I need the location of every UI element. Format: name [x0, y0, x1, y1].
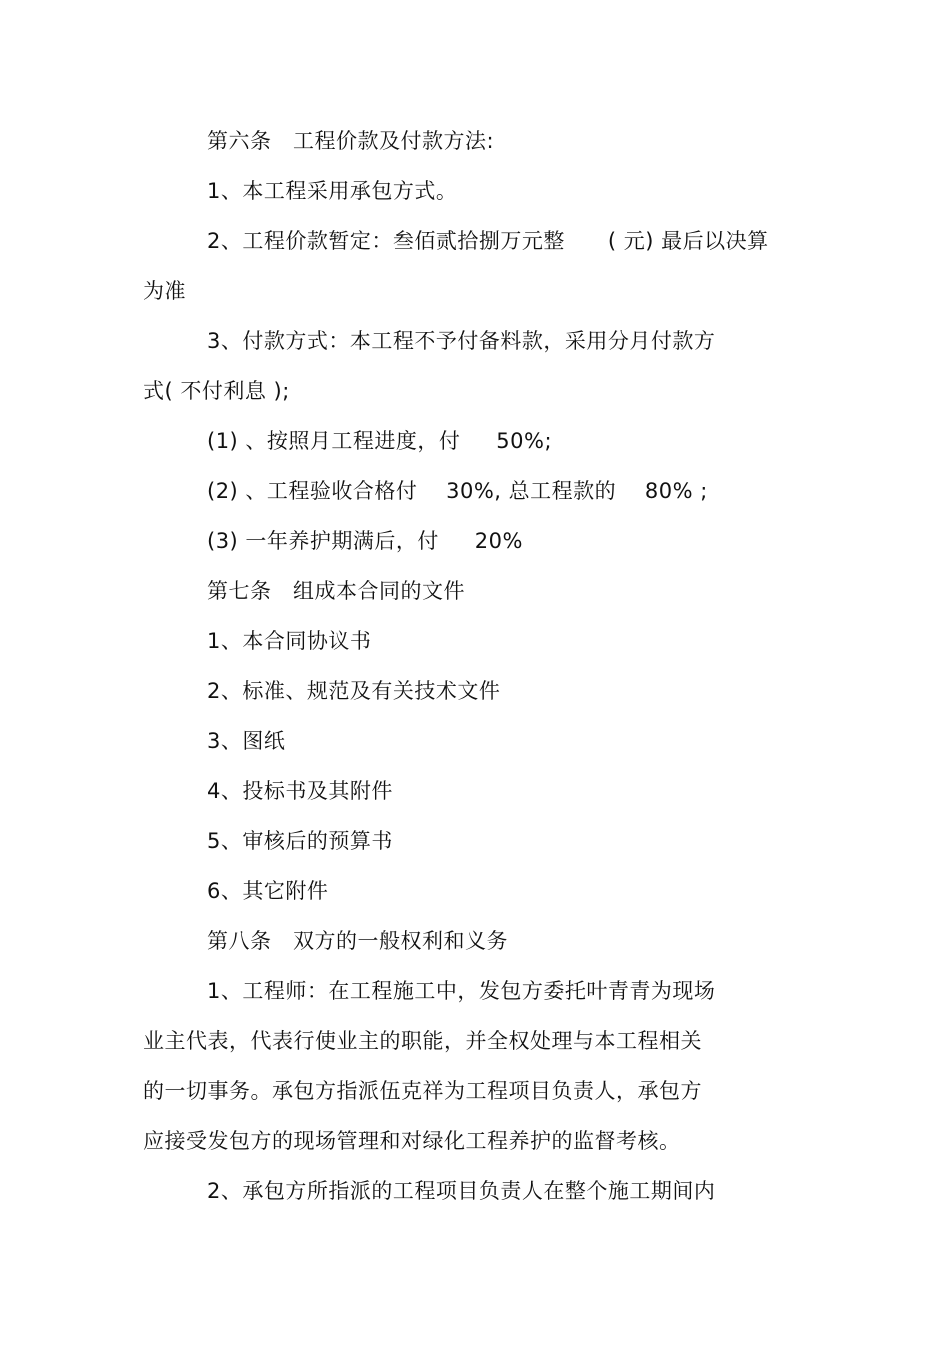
paragraph-line: 的一切事务。承包方指派伍克祥为工程项目负责人，承包方	[143, 1079, 702, 1103]
paragraph-line: 2、工程价款暂定：叁佰贰拾捌万元整 ( 元) 最后以决算	[207, 229, 769, 253]
paragraph-line: 4、投标书及其附件	[207, 779, 393, 803]
paragraph-line: (1) 、按照月工程进度，付 50%;	[207, 429, 553, 453]
article-7-heading: 第七条 组成本合同的文件	[207, 579, 466, 603]
paragraph-line: 1、本合同协议书	[207, 629, 372, 653]
paragraph-line: 1、工程师：在工程施工中，发包方委托叶青青为现场	[207, 979, 716, 1003]
article-6-heading: 第六条 工程价款及付款方法:	[207, 129, 495, 153]
paragraph-line: 3、图纸	[207, 729, 286, 753]
paragraph-line: 式( 不付利息 );	[143, 379, 290, 403]
paragraph-line: 1、本工程采用承包方式。	[207, 179, 458, 203]
article-8-heading: 第八条 双方的一般权利和义务	[207, 929, 509, 953]
paragraph-line: 6、其它附件	[207, 879, 329, 903]
paragraph-line: 业主代表，代表行使业主的职能，并全权处理与本工程相关	[143, 1029, 702, 1053]
paragraph-line: 5、审核后的预算书	[207, 829, 393, 853]
paragraph-line: 应接受发包方的现场管理和对绿化工程养护的监督考核。	[143, 1129, 681, 1153]
paragraph-line: 为准	[143, 279, 186, 303]
paragraph-line: 3、付款方式：本工程不予付备料款，采用分月付款方	[207, 329, 716, 353]
paragraph-line: (3) 一年养护期满后，付 20%	[207, 529, 523, 553]
paragraph-line: 2、标准、规范及有关技术文件	[207, 679, 501, 703]
paragraph-line: (2) 、工程验收合格付 30%, 总工程款的 80% ;	[207, 479, 708, 503]
paragraph-line: 2、承包方所指派的工程项目负责人在整个施工期间内	[207, 1179, 716, 1203]
